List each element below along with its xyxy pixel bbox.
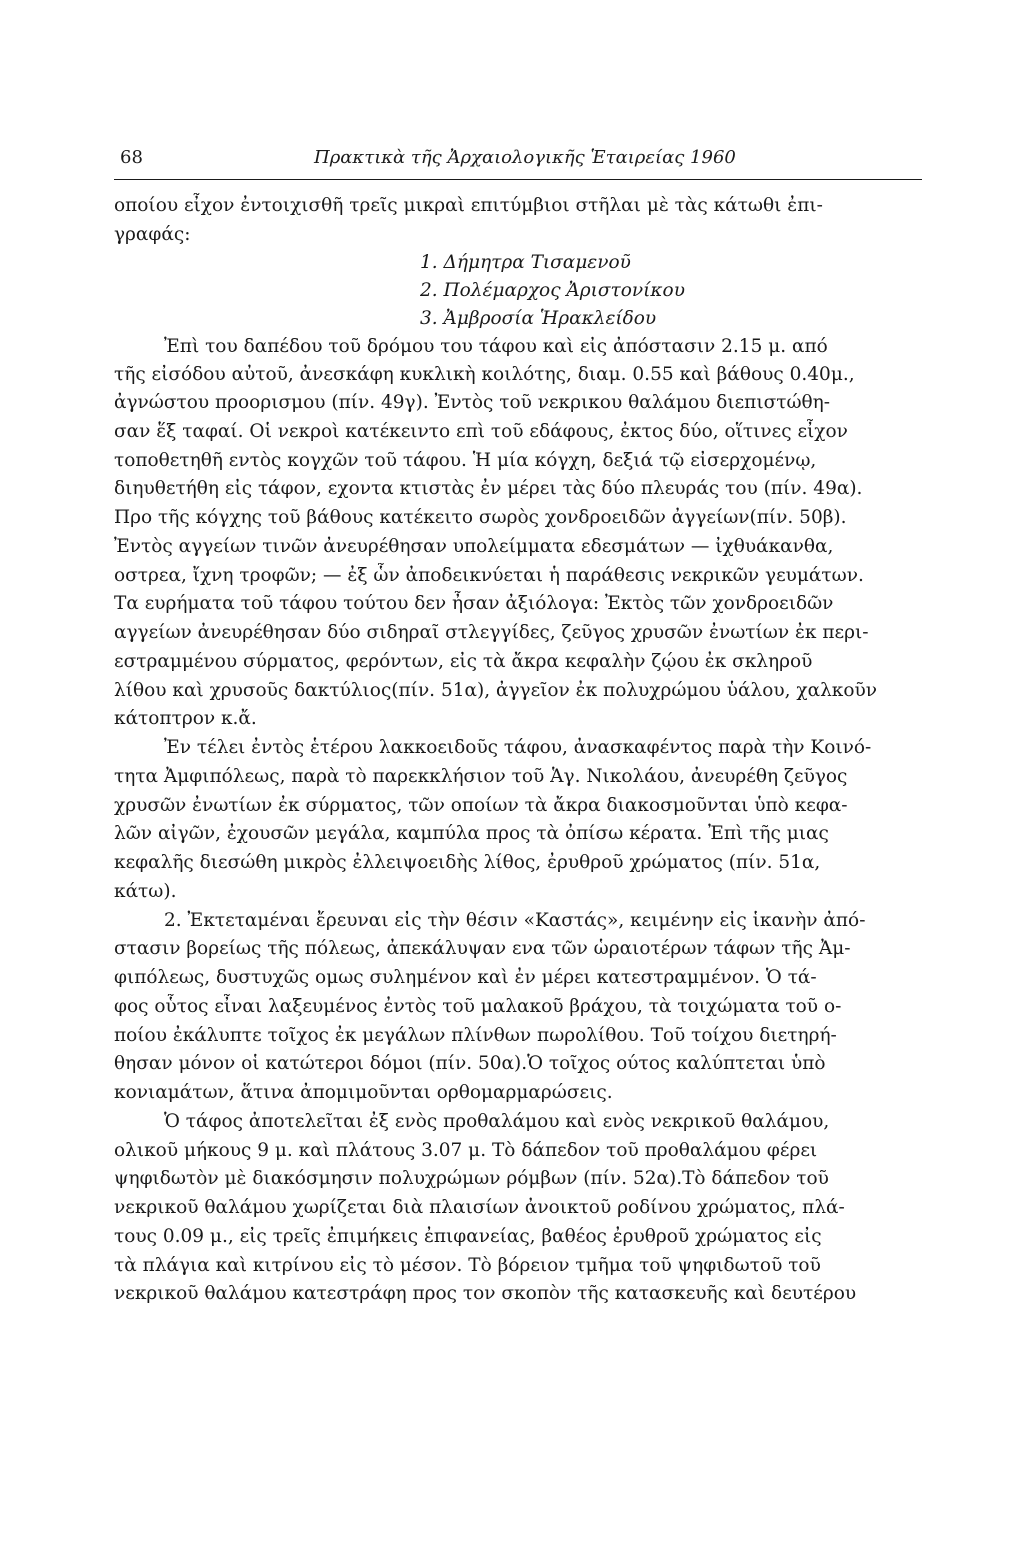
text-line: Τα ευρήματα τοῦ τάφου τούτου δεν ἦσαν ἀξιόλογα: Ἐκτὸς τῶν χονδροειδῶν (114, 593, 834, 614)
text-line: αγγείων ἀνευρέθησαν δύο σιδηραῖ στλεγγίδες, ζεῦγος χρυσῶν ἐνωτίων ἐκ περι- (114, 622, 869, 643)
text-line: νεκρικοῦ θαλάμου χωρίζεται διὰ πλαισίων ἀνοικτοῦ ροδίνου χρώματος, πλά- (114, 1197, 845, 1218)
text-line: τητα Ἀμφιπόλεως, παρὰ τὸ παρεκκλήσιον τοῦ Ἁγ. Νικολάου, ἀνευρέθη ζεῦγος (114, 766, 848, 787)
inscription-item: 3. Ἀμβροσία Ἡρακλείδου (420, 308, 657, 329)
text-line: τῆς εἰσόδου αὐτοῦ, ἀνεσκάφη κυκλικὴ κοιλότης, διαμ. 0.55 καὶ βάθους 0.40μ., (114, 364, 855, 385)
text-line: ἀγνώστου προορισμου (πίν. 49γ). Ἐντὸς τοῦ νεκρικου θαλάμου διεπιστώθη- (114, 392, 831, 413)
text-line: λῶν αἰγῶν, ἐχουσῶν μεγάλα, καμπύλα προς τὰ ὀπίσω κέρατα. Ἐπὶ τῆς μιας (114, 823, 829, 844)
text-line: εστραμμένου σύρματος, φερόντων, εἰς τὰ ἄκρα κεφαλὴν ζῴου ἐκ σκληροῦ (114, 651, 813, 672)
text-line: στασιν βορείως τῆς πόλεως, ἀπεκάλυψαν ενα τῶν ὡραιοτέρων τάφων τῆς Ἀμ- (114, 938, 851, 959)
text-line: ψηφιδωτὸν μὲ διακόσμησιν πολυχρώμων ρόμβων (πίν. 52α).Τὸ δάπεδον τοῦ (114, 1168, 829, 1189)
page-number: 68 (120, 147, 143, 168)
text-line: οστρεα, ἴχνη τροφῶν; — ἐξ ὧν ἀποδεικνύεται ἡ παράθεσις νεκρικῶν γευμάτων. (114, 565, 864, 586)
inscription-item: 1. Δήμητρα Τισαμενοῦ (420, 252, 631, 273)
text-line: Ἐπὶ του δαπέδου τοῦ δρόμου του τάφου καὶ εἰς ἀπόστασιν 2.15 μ. από (164, 336, 828, 357)
text-line: Ἐντὸς αγγείων τινῶν ἀνευρέθησαν υπολείμματα εδεσμάτων — ἰχθυάκανθα, (114, 536, 834, 557)
running-title: Πρακτικὰ τῆς Ἀρχαιολογικῆς Ἑταιρείας 1960 (314, 147, 736, 168)
text-line: κάτω). (114, 881, 177, 902)
text-line: Ἐν τέλει ἐντὸς ἑτέρου λακκοειδοῦς τάφου, ἀνασκαφέντος παρὰ τὴν Κοινό- (164, 737, 872, 758)
text-line: 2. Ἐκτεταμέναι ἔρευναι εἰς τὴν θέσιν «Καστάς», κειμένην εἰς ἱκανὴν ἀπό- (164, 910, 866, 931)
text-line: τοποθετηθῆ εντὸς κογχῶν τοῦ τάφου. Ἡ μία κόγχη, δεξιά τῷ εἰσερχομένῳ, (114, 450, 817, 471)
text-line: ολικοῦ μήκους 9 μ. καὶ πλάτους 3.07 μ. Τὸ δάπεδον τοῦ προθαλάμου φέρει (114, 1140, 818, 1161)
text-line: σαν ἕξ ταφαί. Οἱ νεκροὶ κατέκειντο επὶ τοῦ εδάφους, ἐκτος δύο, οἵτινες εἶχον (114, 421, 848, 442)
text-line: διηυθετήθη εἰς τάφον, εχοντα κτιστὰς ἐν μέρει τὰς δύο πλευράς του (πίν. 49α). (114, 478, 863, 499)
text-line: τὰ πλάγια καὶ κιτρίνου εἰς τὸ μέσον. Τὸ βόρειον τμῆμα τοῦ ψηφιδωτοῦ τοῦ (114, 1255, 821, 1276)
text-line: οποίου εἶχον ἐντοιχισθῆ τρεῖς μικραὶ επιτύμβιοι στῆλαι μὲ τὰς κάτωθι ἐπι- (114, 195, 823, 216)
text-line: θησαν μόνον οἱ κατώτεροι δόμοι (πίν. 50α).Ὁ τοῖχος ούτος καλύπτεται ὑπὸ (114, 1053, 826, 1074)
text-line: Προ τῆς κόγχης τοῦ βάθους κατέκειτο σωρὸς χονδροειδῶν ἀγγείων(πίν. 50β). (114, 507, 847, 528)
header-rule (114, 179, 922, 180)
text-line: κάτοπτρον κ.ἄ. (114, 708, 257, 729)
text-line: φιπόλεως, δυστυχῶς ομως συλημένον καὶ ἐν μέρει κατεστραμμένον. Ὁ τά- (114, 967, 817, 988)
inscription-item: 2. Πολέμαρχος Ἀριστονίκου (420, 280, 685, 301)
text-line: ποίου ἐκάλυπτε τοῖχος ἐκ μεγάλων πλίνθων πωρολίθου. Τοῦ τοίχου διετηρή- (114, 1025, 837, 1046)
text-line: γραφάς: (114, 224, 191, 245)
text-line: κεφαλῆς διεσώθη μικρὸς ἐλλειψοειδὴς λίθος, ἐρυθροῦ χρώματος (πίν. 51α, (114, 852, 821, 873)
page-header (114, 147, 922, 175)
text-line: κονιαμάτων, ἅτινα ἀπομιμοῦνται ορθομαρμαρώσεις. (114, 1082, 613, 1103)
text-line: λίθου καὶ χρυσοῦς δακτύλιος(πίν. 51α), ἀγγεῖον ἐκ πολυχρώμου ὑάλου, χαλκοῦν (114, 680, 877, 701)
text-line: Ὁ τάφος ἀποτελεῖται ἐξ ενὸς προθαλάμου καὶ ενὸς νεκρικοῦ θαλάμου, (164, 1111, 830, 1132)
text-line: νεκρικοῦ θαλάμου κατεστράφη προς τον σκοπὸν τῆς κατασκευῆς καὶ δευτέρου (114, 1283, 857, 1304)
text-line: τους 0.09 μ., εἰς τρεῖς ἐπιμήκεις ἐπιφανείας, βαθέος ἐρυθροῦ χρώματος εἰς (114, 1226, 822, 1247)
text-line: φος οὗτος εἶναι λαξευμένος ἐντὸς τοῦ μαλακοῦ βράχου, τὰ τοιχώματα τοῦ ο- (114, 996, 842, 1017)
text-line: χρυσῶν ἐνωτίων ἐκ σύρματος, τῶν οποίων τὰ ἄκρα διακοσμοῦνται ὑπὸ κεφα- (114, 795, 848, 816)
